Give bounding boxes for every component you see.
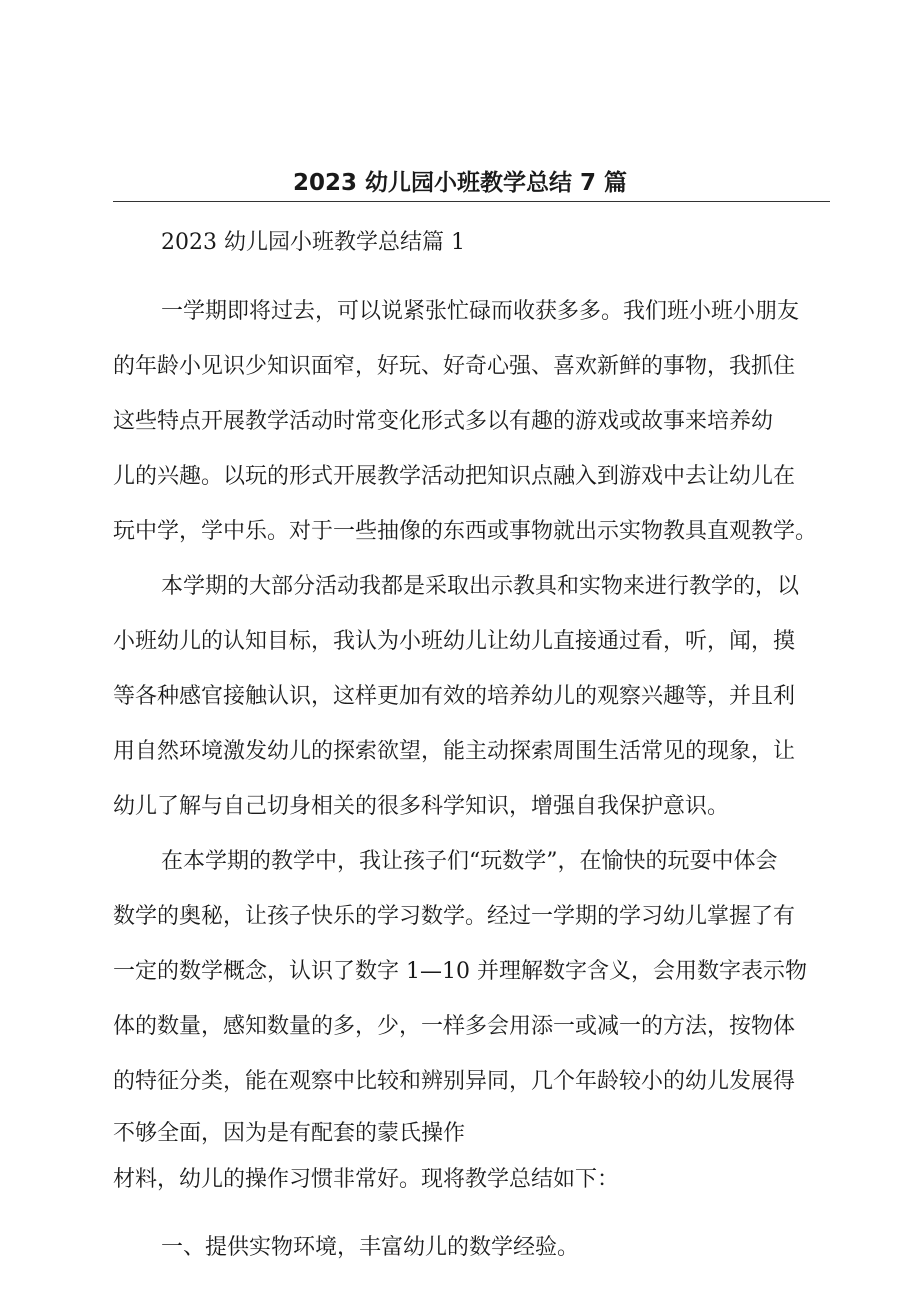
paragraph-1-line-3: 这些特点开展教学活动时常变化形式多以有趣的游戏或故事来培养幼 (113, 409, 774, 434)
paragraph-2-line-4: 用自然环境激发幼儿的探索欲望，能主动探索周围生活常见的现象，让 (113, 739, 796, 764)
paragraph-1-line-4: 儿的兴趣。以玩的形式开展教学活动把知识点融入到游戏中去让幼儿在 (113, 464, 796, 489)
paragraph-3-line-3: 一定的数学概念，认识了数字 1—10 并理解数字含义，会用数字表示物 (113, 959, 807, 984)
paragraph-2-line-3: 等各种感官接触认识，这样更加有效的培养幼儿的观察兴趣等，并且利 (113, 684, 796, 709)
paragraph-3-line-2: 数学的奥秘，让孩子快乐的学习数学。经过一学期的学习幼儿掌握了有 (113, 904, 796, 929)
paragraph-2-line-2: 小班幼儿的认知目标，我认为小班幼儿让幼儿直接通过看，听，闻，摸 (113, 629, 796, 654)
subheading: 一、提供实物环境，丰富幼儿的数学经验。 (161, 1235, 580, 1260)
paragraph-1-line-1: 一学期即将过去，可以说紧张忙碌而收获多多。我们班小班小朋友 (161, 299, 800, 324)
document-title: 2023 幼儿园小班教学总结 7 篇 (292, 170, 628, 196)
paragraph-3-line-4: 体的数量，感知数量的多，少，一样多会用添一或减一的方法，按物体 (113, 1014, 796, 1039)
title-underline (113, 201, 830, 202)
paragraph-3-line-5: 的特征分类，能在观察中比较和辨别异同，几个年龄较小的幼儿发展得 (113, 1069, 796, 1094)
paragraph-2-line-5: 幼儿了解与自己切身相关的很多科学知识，增强自我保护意识。 (113, 794, 730, 819)
paragraph-1-line-2: 的年龄小见识少知识面窄，好玩、好奇心强、喜欢新鲜的事物，我抓住 (113, 354, 796, 379)
paragraph-3-line-6: 不够全面，因为是有配套的蒙氏操作 (113, 1121, 466, 1146)
paragraph-2-line-1: 本学期的大部分活动我都是采取出示教具和实物来进行教学的，以 (161, 574, 800, 599)
section-heading: 2023 幼儿园小班教学总结篇 1 (161, 230, 465, 255)
paragraph-3-line-1: 在本学期的教学中，我让孩子们“玩数学”，在愉快的玩耍中体会 (161, 849, 778, 874)
paragraph-3-line-7: 材料，幼儿的操作习惯非常好。现将教学总结如下： (113, 1167, 620, 1192)
paragraph-1-line-5: 玩中学，学中乐。对于一些抽像的东西或事物就出示实物教具直观教学。 (113, 519, 818, 544)
